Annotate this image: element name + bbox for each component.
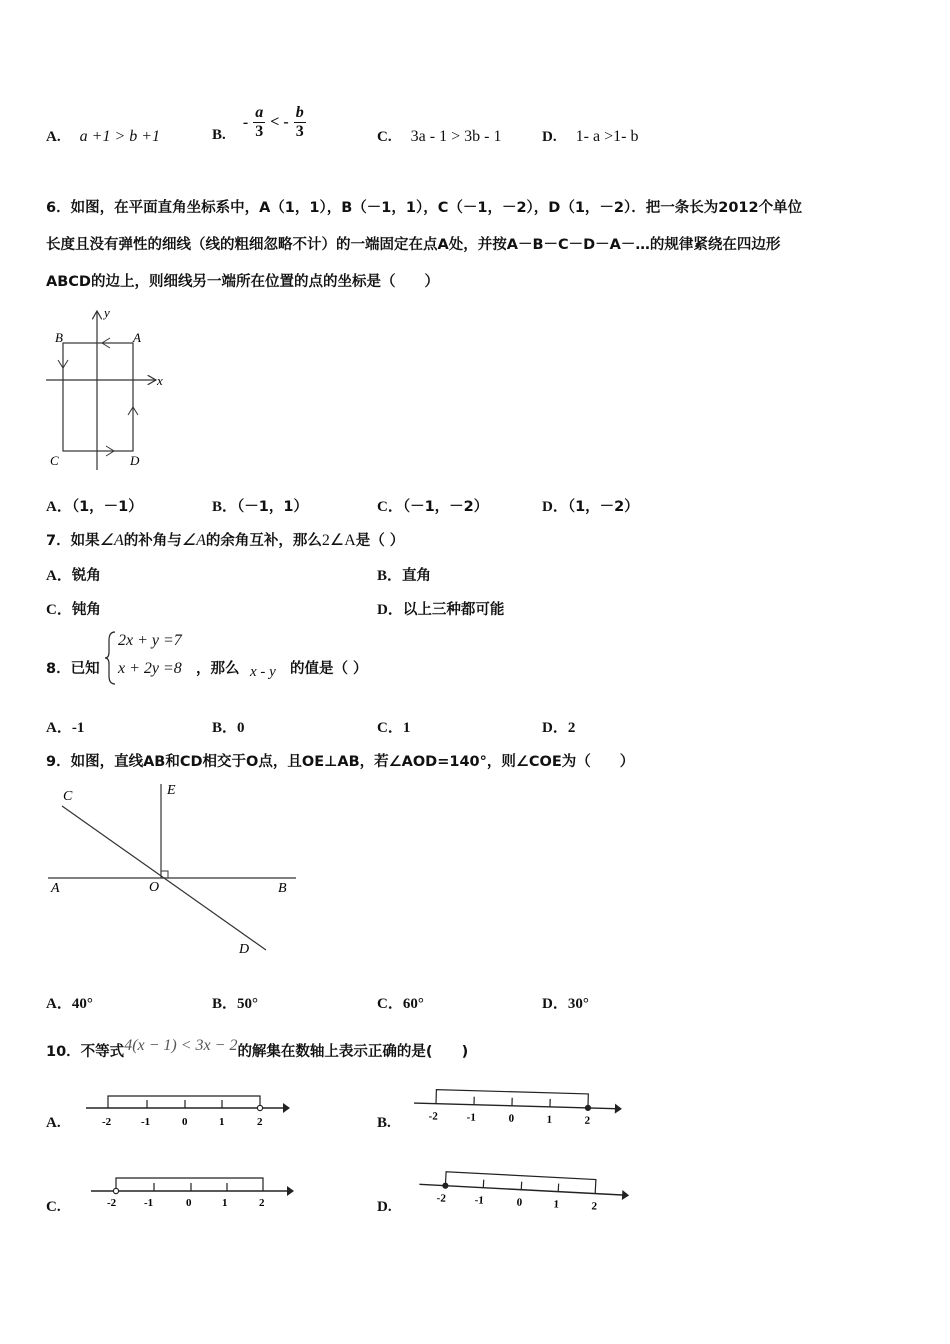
- q6-option-a[interactable]: [46, 495, 143, 516]
- system-brace: [104, 630, 118, 686]
- arrow-icon: [283, 1103, 290, 1113]
- option-label: A.: [46, 1115, 61, 1131]
- option-expression: 3a - 1 > 3b - 1: [410, 128, 502, 145]
- q8-option-b[interactable]: [212, 716, 245, 737]
- q5-option-a[interactable]: [46, 128, 160, 146]
- tick-label: -2: [102, 1116, 112, 1128]
- tick-label: 1: [222, 1197, 228, 1209]
- q5-option-b[interactable]: [212, 104, 306, 141]
- q7-option-b[interactable]: [377, 564, 431, 585]
- option-label: A．: [46, 499, 72, 515]
- option-label: B．: [377, 568, 403, 584]
- option-value: 40°: [71, 996, 93, 1012]
- arrow-icon: [622, 1190, 630, 1200]
- point-d-label: D: [130, 453, 140, 468]
- q6-option-b[interactable]: [212, 495, 308, 516]
- q8-equation-1: 2x + y =7: [118, 632, 182, 649]
- tick-label: 1: [546, 1113, 553, 1126]
- solution-bracket: [116, 1178, 263, 1191]
- arrow-icon: [287, 1186, 294, 1196]
- q7-math-angle-a-2: ∠A: [181, 532, 206, 549]
- tick-label: 2: [591, 1200, 598, 1213]
- solution-bracket: [108, 1096, 260, 1108]
- arrow-icon: [615, 1104, 622, 1114]
- open-endpoint: [257, 1105, 262, 1110]
- option-label: D.: [377, 1199, 392, 1215]
- option-value: 直角: [402, 568, 432, 584]
- option-label: C．: [46, 602, 72, 618]
- option-label: C.: [46, 1199, 61, 1215]
- tick-label: -1: [474, 1194, 485, 1207]
- option-value: 2: [567, 720, 576, 736]
- denominator: 3: [255, 123, 264, 140]
- closed-endpoint: [585, 1105, 590, 1110]
- point-b-label: B: [278, 881, 287, 896]
- numerator: a: [255, 104, 264, 121]
- q10-text-2: 的解集在数轴上表示正确的是( ): [237, 1044, 469, 1060]
- q10-number-line-b[interactable]: [410, 1080, 630, 1130]
- q7-option-d[interactable]: [377, 598, 504, 619]
- q10-stem: [46, 1037, 469, 1061]
- option-label: D．: [377, 602, 403, 618]
- q10-option-a-label[interactable]: [46, 1115, 61, 1132]
- q9-option-c[interactable]: [377, 992, 424, 1013]
- tick-label: 1: [553, 1198, 560, 1211]
- q6-option-c[interactable]: [377, 495, 488, 516]
- tick-label: 0: [516, 1196, 523, 1209]
- option-expression: 1- a >1- b: [575, 128, 639, 145]
- fraction-a-over-3: [253, 104, 265, 141]
- q8-equation-2: x + 2y =8: [118, 660, 182, 677]
- tick-label: 0: [182, 1116, 188, 1128]
- q9-option-d[interactable]: [542, 992, 589, 1013]
- option-label: A．: [46, 996, 72, 1012]
- q10-number-line-a[interactable]: [80, 1085, 295, 1130]
- option-label: D．: [542, 996, 568, 1012]
- tick-label: 2: [257, 1116, 263, 1128]
- tick-label: -1: [466, 1111, 476, 1124]
- option-label: C．: [377, 499, 403, 515]
- point-c-label: C: [50, 453, 59, 468]
- tick-label: 2: [584, 1114, 591, 1127]
- option-label: C.: [377, 129, 392, 145]
- option-label: B．: [212, 499, 238, 515]
- option-label: C．: [377, 996, 403, 1012]
- option-value: 锐角: [71, 568, 101, 584]
- q6-line-1: 6．如图，在平面直角坐标系中，A（1，1），B（－1，1），C（－1，－2），D（1，－2）．把一条长为2012个单位: [46, 200, 803, 216]
- option-value: （－1，－2）: [402, 499, 489, 515]
- option-label: D．: [542, 720, 568, 736]
- q7-option-a[interactable]: [46, 564, 101, 585]
- denominator: 3: [295, 123, 304, 140]
- option-value: 0: [237, 720, 245, 736]
- q9-intersecting-lines-figure: [44, 778, 304, 960]
- open-endpoint: [113, 1188, 118, 1193]
- q7-stem: [46, 529, 404, 550]
- tick-label: 1: [219, 1116, 225, 1128]
- option-label: A.: [46, 129, 61, 145]
- option-value: 60°: [402, 996, 424, 1012]
- point-a-label: A: [51, 881, 60, 896]
- option-label: C．: [377, 720, 403, 736]
- q8-expression: x - y: [250, 664, 276, 680]
- q8-text-prefix: 8．已知: [46, 661, 100, 677]
- y-axis-label: y: [104, 305, 110, 320]
- q10-number-line-d[interactable]: [415, 1168, 640, 1223]
- option-label: B．: [212, 720, 238, 736]
- tick-label: -1: [144, 1197, 154, 1209]
- q9-option-b[interactable]: [212, 992, 258, 1013]
- q6-line-2: 长度且没有弹性的细线（线的粗细忽略不计）的一端固定在点A处，并按A－B－C－D－A－…的规律紧绕在四边形: [46, 237, 781, 253]
- q10-option-c-label[interactable]: [46, 1199, 61, 1216]
- tick-label: -2: [436, 1192, 447, 1205]
- q6-coordinate-figure: [44, 305, 169, 475]
- option-value: -1: [71, 720, 85, 736]
- q8-text-middle: ，那么: [196, 661, 240, 677]
- option-value: 50°: [237, 996, 259, 1012]
- option-value: （1，－1）: [71, 499, 143, 515]
- fraction-b-over-3: [294, 104, 306, 141]
- option-value: （－1，1）: [237, 499, 308, 515]
- point-c-label: C: [63, 789, 73, 804]
- q6-option-d[interactable]: [542, 495, 639, 516]
- option-label: A．: [46, 720, 72, 736]
- q10-text-1: 10．不等式: [46, 1044, 125, 1060]
- q8-option-d[interactable]: [542, 716, 575, 737]
- q7-math-angle-a: ∠A: [99, 532, 124, 549]
- point-e-label: E: [167, 783, 176, 798]
- option-relation: < -: [270, 113, 289, 131]
- q10-inequality: 4(x − 1) < 3x − 2: [124, 1037, 238, 1054]
- q7-text-3: 的余角互补，那么: [205, 533, 322, 549]
- q8-option-a[interactable]: [46, 716, 84, 737]
- tick-label: -2: [428, 1110, 438, 1123]
- q9-option-a[interactable]: [46, 992, 93, 1013]
- option-label: A．: [46, 568, 72, 584]
- q7-text-1: 7．如果: [46, 533, 100, 549]
- point-b-label: B: [55, 330, 63, 345]
- q10-number-line-c[interactable]: [85, 1170, 300, 1215]
- q8-option-c[interactable]: [377, 716, 410, 737]
- option-label: B．: [212, 996, 238, 1012]
- q5-option-c[interactable]: [377, 128, 501, 146]
- option-value: 钝角: [71, 602, 101, 618]
- option-value: 30°: [567, 996, 589, 1012]
- rectangle-abcd: [63, 343, 133, 451]
- point-o-label: O: [149, 880, 160, 895]
- tick-label: 2: [259, 1197, 265, 1209]
- q7-text-2: 的补角与: [123, 533, 182, 549]
- option-value: 1: [402, 720, 411, 736]
- option-expression: a +1 > b +1: [79, 128, 161, 145]
- q10-option-d-label[interactable]: [377, 1199, 392, 1216]
- option-label: B.: [212, 126, 226, 143]
- tick-label: 0: [186, 1197, 192, 1209]
- q5-option-d[interactable]: [542, 128, 638, 146]
- option-value: 以上三种都可能: [402, 602, 505, 618]
- point-a-label: A: [133, 330, 141, 345]
- closed-endpoint: [443, 1183, 448, 1188]
- numerator: b: [295, 104, 304, 121]
- q6-line-3: ABCD的边上，则细线另一端所在位置的点的坐标是（ ）: [46, 274, 439, 290]
- q5-options: [0, 0, 950, 160]
- q7-math-2-angle-a: 2∠A: [321, 532, 356, 549]
- q7-text-4: 是（ ）: [355, 533, 405, 549]
- option-label: B.: [377, 1115, 391, 1131]
- tick-label: -1: [141, 1116, 151, 1128]
- option-label: D.: [542, 129, 557, 145]
- option-prefix: -: [242, 113, 249, 131]
- tick-label: 0: [508, 1112, 515, 1125]
- q8-text-suffix: 的值是（ ）: [290, 661, 368, 677]
- point-d-label: D: [239, 942, 250, 957]
- q7-option-c[interactable]: [46, 598, 101, 619]
- tick-label: -2: [107, 1197, 117, 1209]
- option-label: D．: [542, 499, 568, 515]
- option-value: （1，－2）: [567, 499, 639, 515]
- q9-stem: 9．如图，直线AB和CD相交于O点，且OE⊥AB，若∠AOD=140°，则∠COE为（ ）: [46, 754, 635, 770]
- q10-option-b-label[interactable]: [377, 1115, 391, 1132]
- x-axis-label: x: [157, 373, 163, 388]
